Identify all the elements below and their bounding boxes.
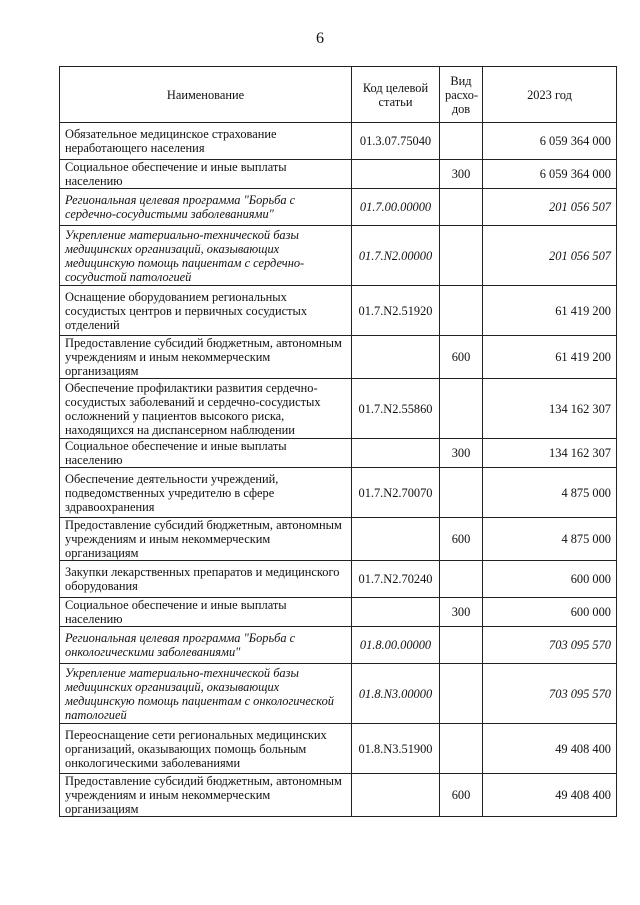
cell-vid: [440, 664, 483, 724]
cell-vid: 600: [440, 774, 483, 817]
cell-code: [352, 160, 440, 189]
cell-sum: 134 162 307: [483, 379, 617, 439]
cell-sum: 6 059 364 000: [483, 123, 617, 160]
cell-sum: 600 000: [483, 598, 617, 627]
cell-vid: [440, 226, 483, 286]
cell-name: Оснащение оборудованием региональных сосудистых центров и первичных сосудистых отделений: [60, 286, 352, 336]
cell-name: Предоставление субсидий бюджетным, автономным учреждениям и иным некоммерческим организациям: [60, 336, 352, 379]
table-row: [60, 561, 617, 598]
cell-name: Региональная целевая программа "Борьба с сердечно-сосудистыми заболеваниями": [60, 189, 352, 226]
table-row: [60, 598, 617, 627]
table-row: [60, 518, 617, 561]
cell-code: 01.8.N3.51900: [352, 724, 440, 774]
page-number: 6: [316, 30, 324, 47]
table-header-row: [60, 67, 617, 123]
table-row: [60, 724, 617, 774]
table-row: [60, 336, 617, 379]
cell-code: 01.7.N2.70070: [352, 468, 440, 518]
cell-vid: [440, 286, 483, 336]
table-row: [60, 468, 617, 518]
cell-vid: 600: [440, 336, 483, 379]
cell-name: Социальное обеспечение и иные выплаты населению: [60, 160, 352, 189]
cell-vid: [440, 123, 483, 160]
cell-sum: 61 419 200: [483, 286, 617, 336]
cell-sum: 600 000: [483, 561, 617, 598]
cell-code: [352, 598, 440, 627]
cell-sum: 201 056 507: [483, 189, 617, 226]
table-row: [60, 189, 617, 226]
column-header-vid: Вид расхо-дов: [440, 67, 483, 123]
cell-name: Обязательное медицинское страхование неработающего населения: [60, 123, 352, 160]
cell-code: 01.7.00.00000: [352, 189, 440, 226]
cell-vid: [440, 379, 483, 439]
cell-vid: 300: [440, 439, 483, 468]
column-header-year: 2023 год: [483, 67, 617, 123]
cell-code: [352, 774, 440, 817]
table-row: [60, 226, 617, 286]
table-row: [60, 774, 617, 817]
cell-code: 01.8.00.00000: [352, 627, 440, 664]
table-row: [60, 379, 617, 439]
cell-code: 01.7.N2.55860: [352, 379, 440, 439]
cell-name: Укрепление материально-технической базы медицинских организаций, оказывающих медицинскую помощь пациентам с сердечно-сосудистой патологией: [60, 226, 352, 286]
cell-name: Укрепление материально-технической базы медицинских организаций, оказывающих медицинскую помощь пациентам с онкологической патологией: [60, 664, 352, 724]
cell-sum: 703 095 570: [483, 627, 617, 664]
cell-name: Социальное обеспечение и иные выплаты населению: [60, 439, 352, 468]
cell-vid: [440, 724, 483, 774]
table-row: [60, 160, 617, 189]
cell-name: Предоставление субсидий бюджетным, автономным учреждениям и иным некоммерческим организациям: [60, 518, 352, 561]
cell-sum: 703 095 570: [483, 664, 617, 724]
cell-vid: 300: [440, 598, 483, 627]
table-row: [60, 123, 617, 160]
cell-vid: [440, 627, 483, 664]
cell-name: Обеспечение профилактики развития сердечно-сосудистых заболеваний и сердечно-сосудистых осложнений у пациентов высокого риска, находящихся на диспансерном наблюдении: [60, 379, 352, 439]
cell-sum: 49 408 400: [483, 724, 617, 774]
table-row: [60, 664, 617, 724]
cell-code: [352, 518, 440, 561]
cell-name: Обеспечение деятельности учреждений, подведомственных учредителю в сфере здравоохранения: [60, 468, 352, 518]
cell-name: Социальное обеспечение и иные выплаты населению: [60, 598, 352, 627]
cell-sum: 134 162 307: [483, 439, 617, 468]
cell-sum: 49 408 400: [483, 774, 617, 817]
cell-name: Закупки лекарственных препаратов и медицинского оборудования: [60, 561, 352, 598]
cell-code: 01.3.07.75040: [352, 123, 440, 160]
cell-sum: 61 419 200: [483, 336, 617, 379]
cell-sum: 4 875 000: [483, 518, 617, 561]
cell-code: [352, 439, 440, 468]
cell-name: Региональная целевая программа "Борьба с онкологическими заболеваниями": [60, 627, 352, 664]
cell-vid: [440, 189, 483, 226]
cell-sum: 201 056 507: [483, 226, 617, 286]
table-body: [60, 123, 617, 817]
cell-sum: 6 059 364 000: [483, 160, 617, 189]
table-row: [60, 286, 617, 336]
cell-sum: 4 875 000: [483, 468, 617, 518]
cell-code: 01.7.N2.70240: [352, 561, 440, 598]
column-header-name: Наименование: [60, 67, 352, 123]
cell-code: [352, 336, 440, 379]
cell-vid: [440, 468, 483, 518]
table-row: [60, 439, 617, 468]
cell-name: Переоснащение сети региональных медицинских организаций, оказывающих помощь больным онкологическими заболеваниями: [60, 724, 352, 774]
cell-code: 01.7.N2.00000: [352, 226, 440, 286]
cell-name: Предоставление субсидий бюджетным, автономным учреждениям и иным некоммерческим организациям: [60, 774, 352, 817]
column-header-code: Код целевой статьи: [352, 67, 440, 123]
cell-vid: 300: [440, 160, 483, 189]
cell-vid: 600: [440, 518, 483, 561]
budget-table: [59, 66, 617, 817]
cell-code: 01.8.N3.00000: [352, 664, 440, 724]
cell-code: 01.7.N2.51920: [352, 286, 440, 336]
cell-vid: [440, 561, 483, 598]
table-row: [60, 627, 617, 664]
